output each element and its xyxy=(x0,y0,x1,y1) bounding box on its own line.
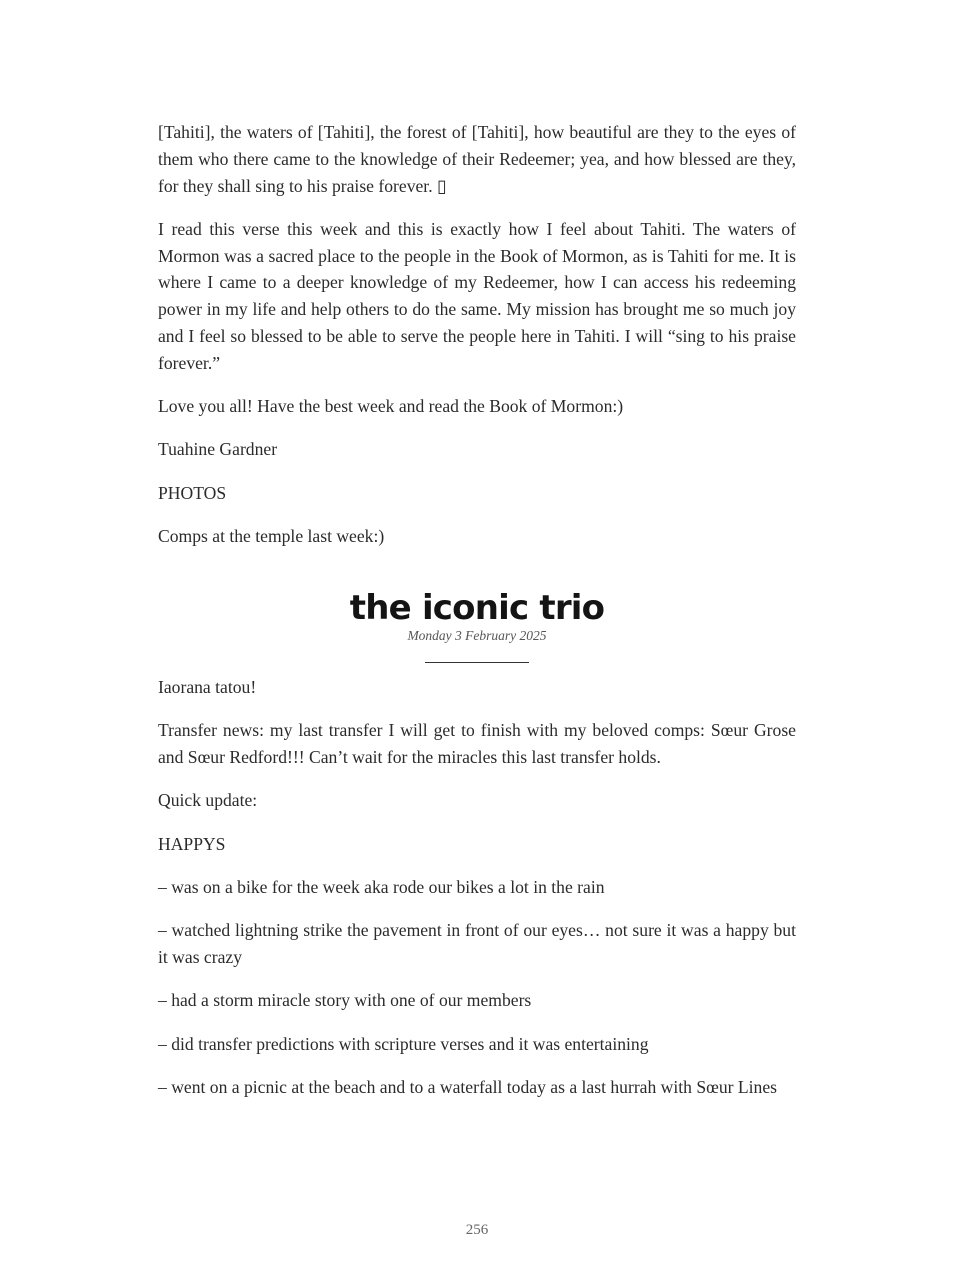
signature: Tuahine Gardner xyxy=(158,439,278,460)
scripture-paragraph: [Tahiti], the waters of [Tahiti], the forest of [Tahiti], how beautiful are they to the eyes of them who there came to the knowledge of their Redeemer; yea, and how blessed are they, for they shall sing to his praise forever. ▯ xyxy=(158,122,796,196)
page-number: 256 xyxy=(465,1222,489,1238)
article-date: Monday 3 February 2025 xyxy=(407,627,547,643)
closing-line: Love you all! Have the best week and read the Book of Mormon:) xyxy=(158,396,624,417)
list-item: – went on a picnic at the beach and to a waterfall today as a last hurrah with Sœur Lines xyxy=(158,1076,777,1097)
section-heading: HAPPYS xyxy=(158,833,226,854)
body-paragraph: I read this verse this week and this is exactly how I feel about Tahiti. The waters of Mormon was a sacred place to the people in the Book of Mormon, as is Tahiti for me. It is where I came to a deeper knowledge of my Redeemer, how I can access his redeeming power in my life and help others to do the same. My mission has brought me so much joy and I feel so blessed to be able to serve the people here in Tahiti. I will “sing to his praise forever.” xyxy=(158,218,796,373)
greeting: Iaorana tatou! xyxy=(158,676,257,697)
photos-heading: PHOTOS xyxy=(158,482,227,503)
list-item: – had a storm miracle story with one of our members xyxy=(158,990,532,1011)
list-item: – watched lightning strike the pavement in front of our eyes… not sure it was a happy but it was crazy xyxy=(158,920,796,967)
title-divider xyxy=(425,662,529,663)
list-item: – was on a bike for the week aka rode our bikes a lot in the rain xyxy=(158,876,605,897)
body-paragraph: Quick update: xyxy=(158,790,258,811)
photo-caption: Comps at the temple last week:) xyxy=(158,526,385,547)
article-title: the iconic trio xyxy=(349,587,605,628)
list-item: – did transfer predictions with scripture verses and it was entertaining xyxy=(158,1033,649,1054)
body-paragraph: Transfer news: my last transfer I will get to finish with my beloved comps: Sœur Grose and Sœur Redford!!! Can’t wait for the miracles this last transfer holds. xyxy=(158,720,796,767)
page-body xyxy=(158,119,796,1117)
